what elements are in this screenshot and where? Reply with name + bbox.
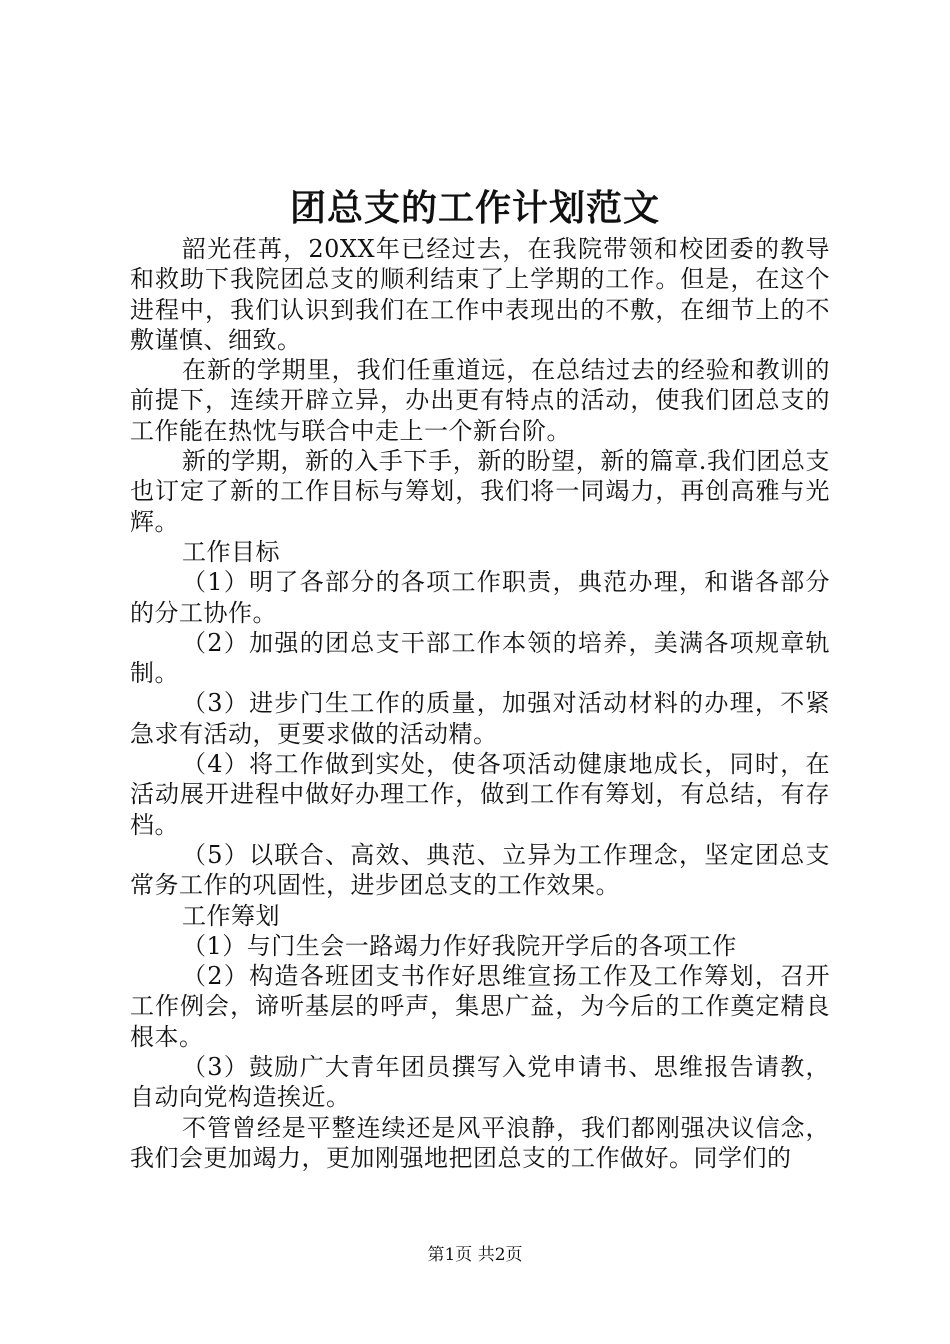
goal-item: （1）明了各部分的各项工作职责，典范办理，和谐各部分的分工协作。 xyxy=(130,568,830,627)
goal-item: （5）以联合、高效、典范、立异为工作理念，坚定团总支常务工作的巩固性，进步团总支的工作效果。 xyxy=(130,840,830,900)
plan-item: （3）鼓励广大青年团员撰写入党申请书、思维报告请教，自动向党构造挨近。 xyxy=(130,1053,830,1112)
document-title: 团总支的工作计划范文 xyxy=(289,187,660,229)
paragraph-new-semester: 在新的学期里，我们任重道远，在总结过去的经验和教训的前提下，连续开辟立异，办出更有特点的活动，使我们团总支的工作能在热忱与联合中走上一个新台阶。 xyxy=(130,356,830,445)
plan-item: （2）构造各班团支书作好思维宣扬工作及工作筹划，召开工作例会，谛听基层的呼声，集思广益，为今后的工作奠定精良根本。 xyxy=(130,962,830,1051)
document-body xyxy=(130,234,830,1173)
section-heading-plan: 工作筹划 xyxy=(182,901,280,930)
goal-item: （3）进步门生工作的质量，加强对活动材料的办理，不紧急求有活动，更要求做的活动精。 xyxy=(130,689,830,748)
plan-item: （1）与门生会一路竭力作好我院开学后的各项工作 xyxy=(182,931,737,960)
goal-item: （2）加强的团总支干部工作本领的培养，美满各项规章轨制。 xyxy=(130,628,830,688)
section-heading-goals: 工作目标 xyxy=(182,537,280,566)
paragraph-closing: 不管曾经是平整连续还是风平浪静，我们都刚强决议信念，我们会更加竭力，更加刚强地把团总支的工作做好。同学们的 xyxy=(130,1113,830,1172)
paragraph-intro: 韶光荏苒，20XX年已经过去，在我院带领和校团委的教导和救助下我院团总支的顺利结束了上学期的工作。但是，在这个进程中，我们认识到我们在工作中表现出的不敷，在细节上的不敷谨慎、细致。 xyxy=(130,235,830,354)
page-number-footer: 第1页 共2页 xyxy=(427,1245,523,1265)
paragraph-new-goals: 新的学期，新的入手下手，新的盼望，新的篇章.我们团总支也订定了新的工作目标与筹划，我们将一同竭力，再创高雅与光辉。 xyxy=(130,447,830,536)
goal-item: （4）将工作做到实处，使各项活动健康地成长，同时，在活动展开进程中做好办理工作，做到工作有筹划，有总结，有存档。 xyxy=(130,750,830,839)
